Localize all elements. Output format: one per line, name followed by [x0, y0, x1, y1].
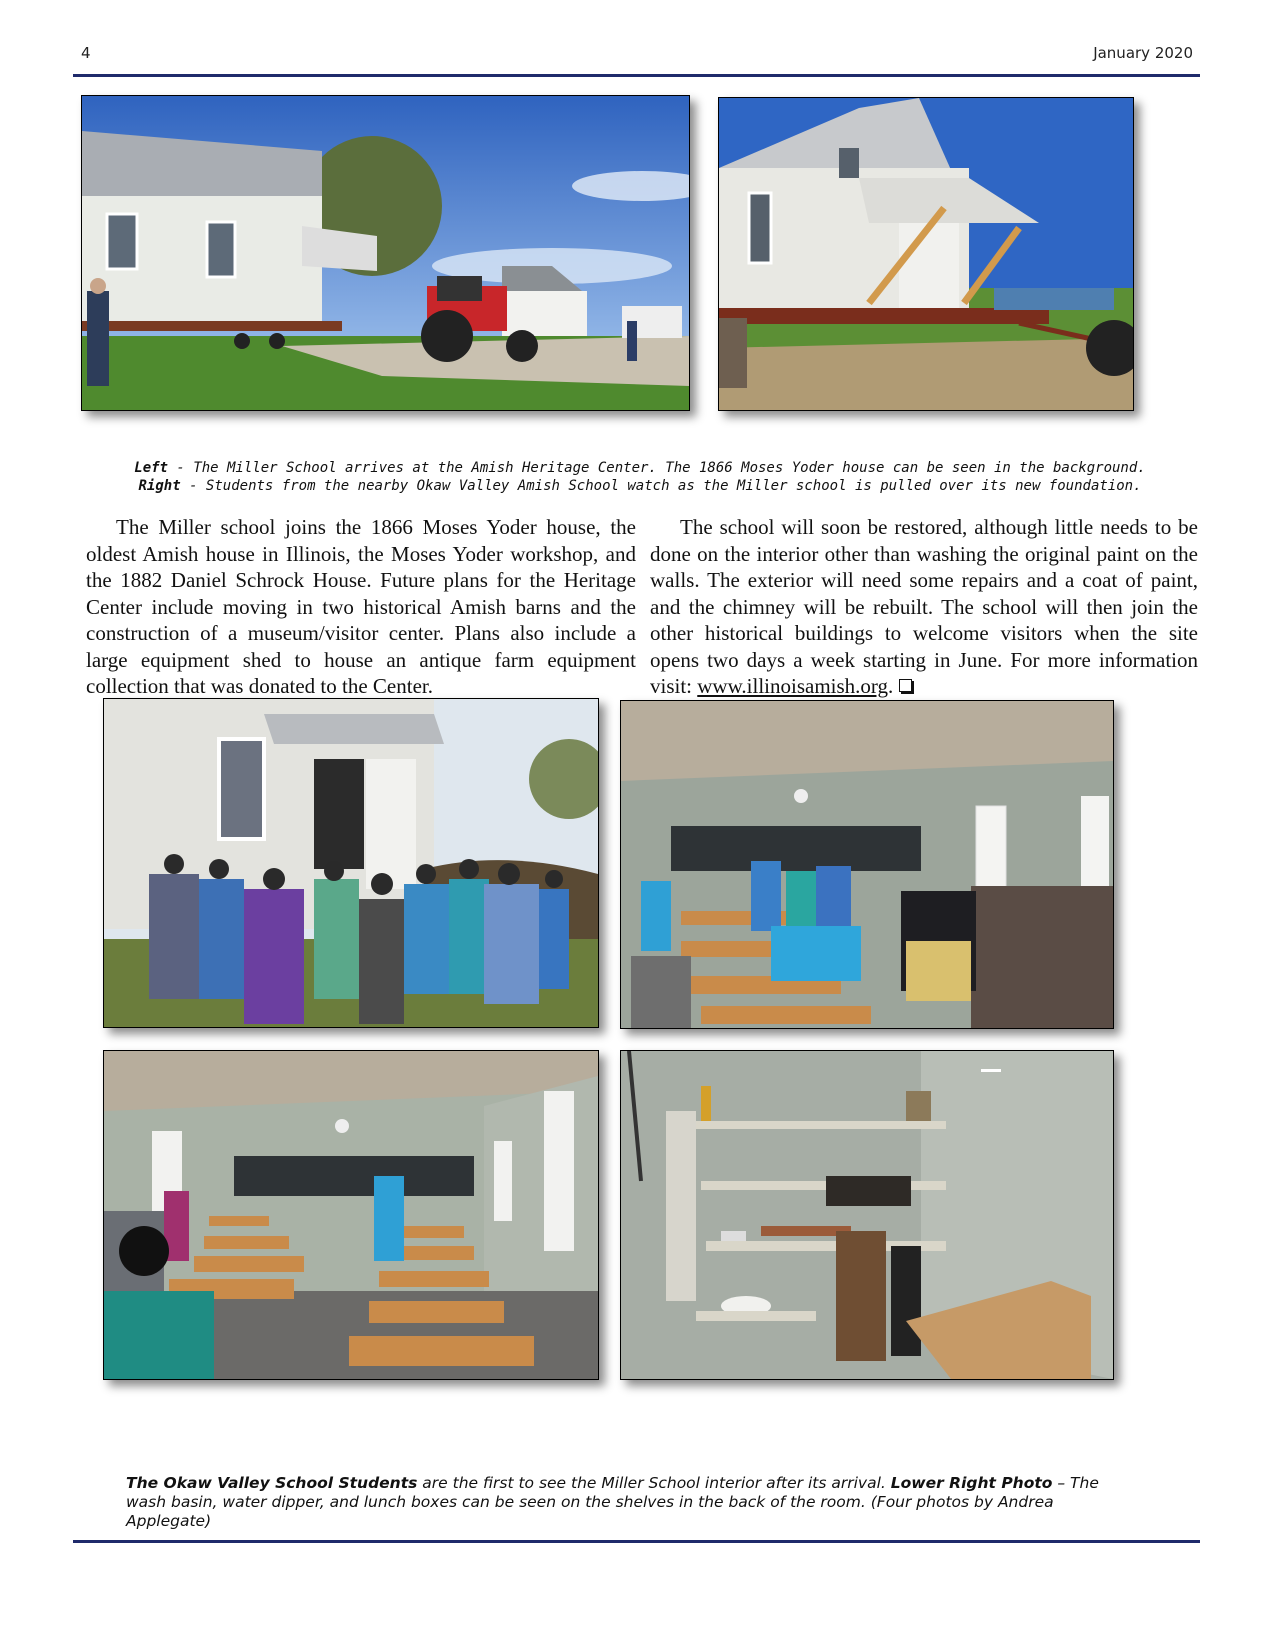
- top-photo-caption: [80, 459, 1200, 495]
- caption-lower-right-text: – The wash basin, water dipper, and lunch boxes can be seen on the shelves in the back of the room. (Four photos by Andrea Applegate): [126, 1474, 1099, 1530]
- photo-students-at-door: [103, 698, 599, 1028]
- caption-left-text: - The Miller School arrives at the Amish Heritage Center. The 1866 Moses Yoder house can be seen in the background.: [167, 460, 1146, 476]
- article-column-right: [650, 514, 1198, 700]
- website-link[interactable]: www.illinoisamish.org: [697, 674, 889, 698]
- caption-students-label: The Okaw Valley School Students: [126, 1474, 418, 1492]
- article-paragraph-left: The Miller school joins the 1866 Moses Yoder house, the oldest Amish house in Illinois, the Moses Yoder workshop, and the 1882 Daniel Schrock House. Future plans for the Heritage Center include moving in two historical Amish barns and the construction of a museum/visitor center. Plans also include a large equipment shed to house an antique farm equipment collection that was donated to the Center.: [86, 515, 636, 698]
- issue-date: January 2020: [1093, 44, 1193, 62]
- photo-school-over-foundation: [718, 97, 1134, 411]
- article-paragraph-right: [650, 514, 1198, 700]
- caption-line-left: [80, 459, 1200, 477]
- footer-rule: [73, 1540, 1200, 1543]
- photo-shelves-and-lunch-boxes: [620, 1050, 1114, 1380]
- photo-classroom-interior: [103, 1050, 599, 1380]
- end-of-article-icon: [899, 679, 912, 692]
- caption-left-label: Left: [134, 460, 168, 476]
- header-rule: [73, 74, 1200, 77]
- article-paragraph-right-text: The school will soon be restored, although little needs to be done on the interior other than washing the original paint on the walls. The exterior will need some repairs and a coat of paint, and the chimney will be rebuilt. The school will then join the other historical buildings to welcome visitors when the site opens two days a week starting in June. For more information visit:: [650, 515, 1198, 698]
- caption-students-text: are the first to see the Miller School interior after its arrival.: [417, 1474, 891, 1492]
- caption-right-text: - Students from the nearby Okaw Valley Amish School watch as the Miller school is pulled over its new foundation.: [180, 478, 1142, 494]
- page-number: 4: [81, 44, 91, 62]
- caption-right-label: Right: [138, 478, 181, 494]
- caption-lower-right-label: Lower Right Photo: [890, 1474, 1053, 1492]
- caption-line-right: [80, 477, 1200, 495]
- bottom-photo-caption: [126, 1474, 1126, 1531]
- photo-students-inspecting-desks: [620, 700, 1114, 1029]
- photo-tractor-moving-school: [81, 95, 690, 411]
- page-header: [73, 44, 1193, 66]
- link-suffix: .: [888, 674, 894, 698]
- article-column-left: [86, 514, 636, 700]
